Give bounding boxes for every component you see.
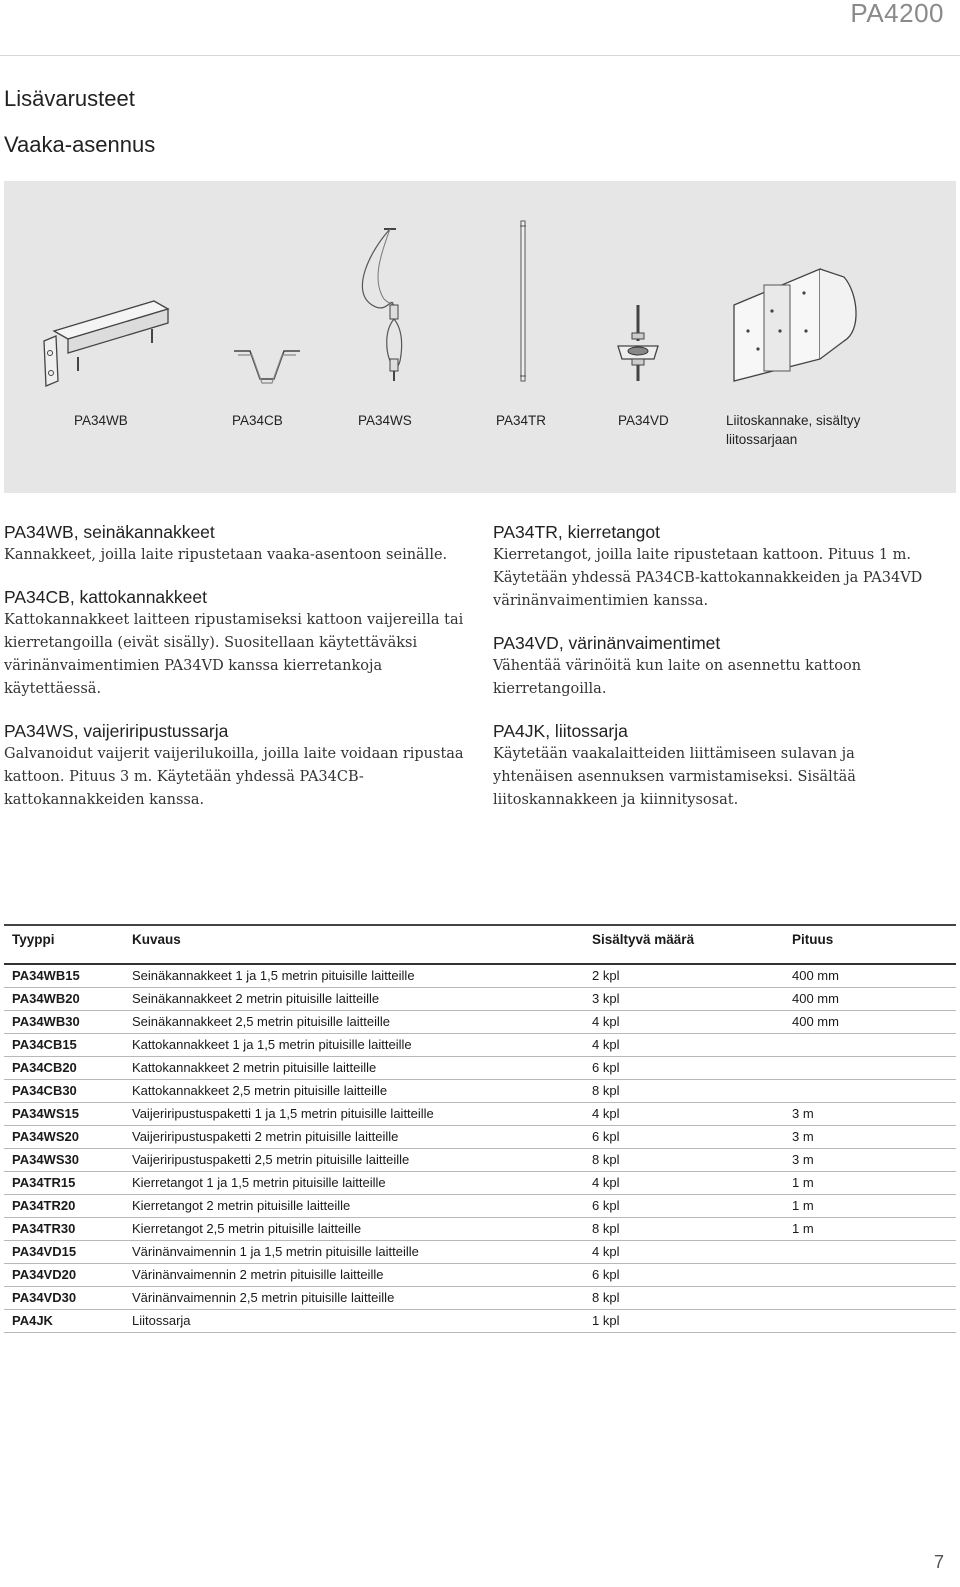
- table-header-row: [4, 925, 956, 963]
- column-header-quantity: Sisältyvä määrä: [584, 925, 784, 963]
- description-title: PA34CB, kattokannakkeet: [4, 587, 207, 607]
- table-row: [4, 1103, 956, 1126]
- cell-quantity: 2 kpl: [584, 964, 784, 988]
- product-label: PA34VD: [618, 413, 669, 428]
- cell-type: PA34WS20: [4, 1126, 124, 1149]
- cell-length: 3 m: [784, 1103, 956, 1126]
- product-label: PA34CB: [232, 413, 283, 428]
- ceiling-bracket-icon: [214, 181, 334, 411]
- cell-quantity: 4 kpl: [584, 1034, 784, 1057]
- table-row: [4, 1310, 956, 1333]
- cell-quantity: 8 kpl: [584, 1218, 784, 1241]
- product-pa34cb: [214, 181, 334, 493]
- cell-length: 400 mm: [784, 1011, 956, 1034]
- cell-description: Kattokannakkeet 1 ja 1,5 metrin pituisille laitteille: [124, 1034, 584, 1057]
- table-row: [4, 1034, 956, 1057]
- cell-length: [784, 1241, 956, 1264]
- product-label: PA34WS: [358, 413, 412, 428]
- cell-type: PA34VD30: [4, 1287, 124, 1310]
- product-pa34vd: [610, 181, 720, 493]
- description-title: PA34WS, vaijeriripustussarja: [4, 721, 229, 741]
- description-text: Vähentää värinöitä kun laite on asennettu kattoon kierretangoilla.: [493, 658, 862, 697]
- product-label: PA34WB: [74, 413, 128, 428]
- cell-length: 1 m: [784, 1218, 956, 1241]
- cell-length: [784, 1287, 956, 1310]
- cell-length: [784, 1034, 956, 1057]
- section-title: Lisävarusteet: [4, 86, 135, 111]
- cell-description: Kierretangot 2 metrin pituisille laitteille: [124, 1195, 584, 1218]
- table-row: [4, 1057, 956, 1080]
- cell-quantity: 6 kpl: [584, 1195, 784, 1218]
- cell-length: 1 m: [784, 1195, 956, 1218]
- table-row: [4, 1195, 956, 1218]
- cell-length: [784, 1057, 956, 1080]
- cell-quantity: 1 kpl: [584, 1310, 784, 1333]
- table-body: [4, 964, 956, 1333]
- cell-description: Seinäkannakkeet 1 ja 1,5 metrin pituisille laitteille: [124, 964, 584, 988]
- cell-quantity: 4 kpl: [584, 1011, 784, 1034]
- cell-quantity: 3 kpl: [584, 988, 784, 1011]
- product-table-wrapper: [4, 924, 956, 1333]
- cell-description: Liitossarja: [124, 1310, 584, 1333]
- cell-length: 400 mm: [784, 964, 956, 988]
- page-number: 7: [933, 1552, 944, 1572]
- cell-length: 1 m: [784, 1172, 956, 1195]
- cell-description: Kierretangot 2,5 metrin pituisille laitteille: [124, 1218, 584, 1241]
- table-row: [4, 1080, 956, 1103]
- description-column-right: [493, 520, 933, 830]
- cell-type: PA34WS15: [4, 1103, 124, 1126]
- wall-bracket-icon: [34, 181, 184, 411]
- table-row: [4, 1241, 956, 1264]
- cell-description: Värinänvaimennin 1 ja 1,5 metrin pituisille laitteille: [124, 1241, 584, 1264]
- description-column-left: [4, 520, 464, 830]
- column-header-length: Pituus: [784, 925, 956, 963]
- vibration-damper-icon: [610, 181, 720, 411]
- cell-quantity: 6 kpl: [584, 1126, 784, 1149]
- wire-suspension-icon: [344, 181, 464, 411]
- description-text: Kannakkeet, joilla laite ripustetaan vaaka-asentoon seinälle.: [4, 547, 448, 563]
- description-text: Käytetään vaakalaitteiden liittämiseen sulavan ja yhtenäisen asennuksen varmistamiseksi. Sisältää liitoskannakkeen ja kiinnitysosat.: [493, 746, 856, 808]
- cell-type: PA34VD15: [4, 1241, 124, 1264]
- cell-quantity: 8 kpl: [584, 1080, 784, 1103]
- cell-length: [784, 1310, 956, 1333]
- cell-type: PA34CB15: [4, 1034, 124, 1057]
- cell-length: 400 mm: [784, 988, 956, 1011]
- cell-type: PA34VD20: [4, 1264, 124, 1287]
- cell-length: 3 m: [784, 1126, 956, 1149]
- table-row: [4, 1126, 956, 1149]
- description-text: Kattokannakkeet laitteen ripustamiseksi kattoon vaijereilla tai kierretangoilla (eivät sisälly). Suositellaan käytettäväksi värinänvaimentimien PA34VD kanssa kierretankoja käytettäessä.: [4, 612, 464, 697]
- cell-description: Vaijeriripustuspaketti 1 ja 1,5 metrin pituisille laitteille: [124, 1103, 584, 1126]
- threaded-rod-icon: [484, 181, 594, 411]
- description-title: PA34WB, seinäkannakkeet: [4, 522, 215, 542]
- description-title: PA34TR, kierretangot: [493, 522, 660, 542]
- cell-quantity: 6 kpl: [584, 1264, 784, 1287]
- table-row: [4, 1149, 956, 1172]
- cell-length: [784, 1080, 956, 1103]
- product-pa34ws: [344, 181, 464, 493]
- table-row: [4, 1011, 956, 1034]
- table-row: [4, 1172, 956, 1195]
- cell-description: Vaijeriripustuspaketti 2,5 metrin pituisille laitteille: [124, 1149, 584, 1172]
- document-code: PA4200: [850, 0, 944, 28]
- cell-length: [784, 1264, 956, 1287]
- cell-type: PA34WB30: [4, 1011, 124, 1034]
- product-pa34tr: [484, 181, 594, 493]
- cell-description: Vaijeriripustuspaketti 2 metrin pituisille laitteille: [124, 1126, 584, 1149]
- cell-type: PA34WB15: [4, 964, 124, 988]
- section-subtitle: Vaaka-asennus: [4, 132, 156, 157]
- cell-description: Kattokannakkeet 2,5 metrin pituisille laitteille: [124, 1080, 584, 1103]
- cell-type: PA34TR20: [4, 1195, 124, 1218]
- cell-quantity: 8 kpl: [584, 1149, 784, 1172]
- cell-description: Seinäkannakkeet 2 metrin pituisille laitteille: [124, 988, 584, 1011]
- product-label: Liitoskannake, sisältyy liitossarjaan: [726, 413, 861, 447]
- table-row: [4, 1264, 956, 1287]
- cell-description: Seinäkannakkeet 2,5 metrin pituisille laitteille: [124, 1011, 584, 1034]
- cell-description: Kierretangot 1 ja 1,5 metrin pituisille laitteille: [124, 1172, 584, 1195]
- cell-type: PA34TR30: [4, 1218, 124, 1241]
- cell-description: Värinänvaimennin 2,5 metrin pituisille laitteille: [124, 1287, 584, 1310]
- column-header-type: Tyyppi: [4, 925, 124, 963]
- cell-quantity: 8 kpl: [584, 1287, 784, 1310]
- column-header-description: Kuvaus: [124, 925, 584, 963]
- cell-length: 3 m: [784, 1149, 956, 1172]
- description-title: PA4JK, liitossarja: [493, 721, 628, 741]
- cell-quantity: 4 kpl: [584, 1103, 784, 1126]
- table-row: [4, 988, 956, 1011]
- cell-type: PA34WS30: [4, 1149, 124, 1172]
- product-table: [4, 924, 956, 1333]
- cell-quantity: 4 kpl: [584, 1241, 784, 1264]
- table-row: [4, 1287, 956, 1310]
- description-text: Kierretangot, joilla laite ripustetaan kattoon. Pituus 1 m. Käytetään yhdessä PA34CB-kattokannakkeiden ja PA34VD värinänvaimentimien kanssa.: [493, 547, 923, 609]
- cell-type: PA34CB20: [4, 1057, 124, 1080]
- product-joint-bracket: [720, 181, 950, 493]
- cell-quantity: 6 kpl: [584, 1057, 784, 1080]
- cell-description: Värinänvaimennin 2 metrin pituisille laitteille: [124, 1264, 584, 1287]
- cell-quantity: 4 kpl: [584, 1172, 784, 1195]
- cell-description: Kattokannakkeet 2 metrin pituisille laitteille: [124, 1057, 584, 1080]
- cell-type: PA34TR15: [4, 1172, 124, 1195]
- description-text: Galvanoidut vaijerit vaijerilukoilla, joilla laite voidaan ripustaa kattoon. Pituus 3 m. Käytetään yhdessä PA34CB-kattokannakkeiden kanssa.: [4, 746, 464, 808]
- table-row: [4, 1218, 956, 1241]
- product-pa34wb: [34, 181, 184, 493]
- product-label: PA34TR: [496, 413, 547, 428]
- cell-type: PA4JK: [4, 1310, 124, 1333]
- table-row: [4, 964, 956, 988]
- header-divider: [0, 55, 960, 56]
- cell-type: PA34CB30: [4, 1080, 124, 1103]
- description-title: PA34VD, värinänvaimentimet: [493, 633, 721, 653]
- joint-bracket-icon: [720, 181, 950, 411]
- cell-type: PA34WB20: [4, 988, 124, 1011]
- product-gallery: [4, 181, 956, 493]
